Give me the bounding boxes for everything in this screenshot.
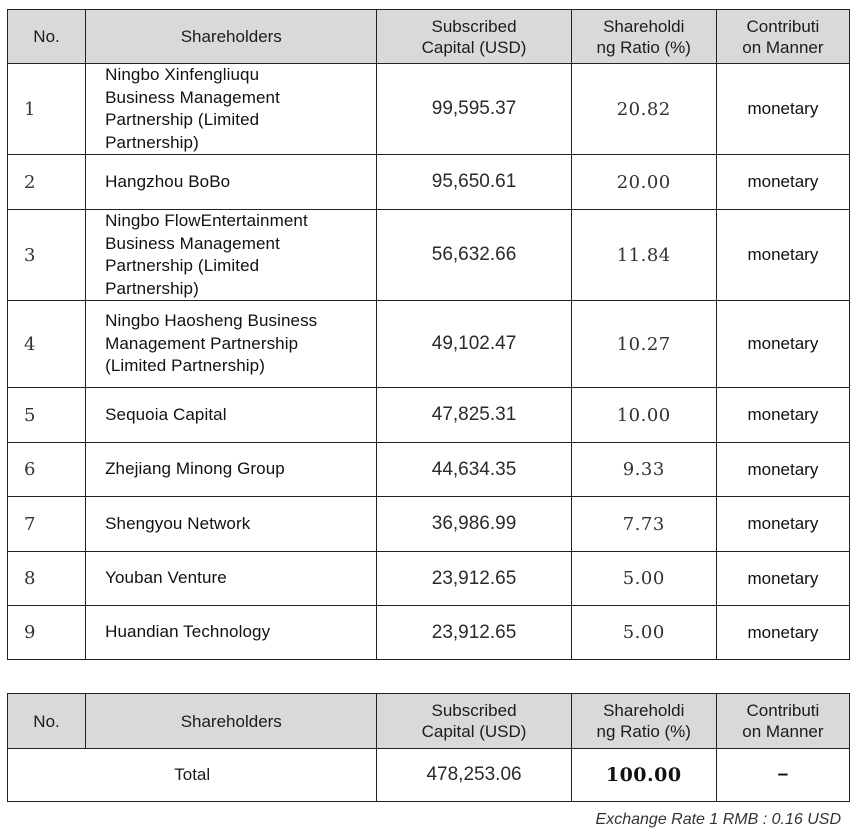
header-manner: Contributi on Manner: [716, 10, 849, 64]
row-ratio: 20.00: [571, 155, 716, 210]
row-manner: monetary: [716, 301, 849, 388]
row-capital: 23,912.65: [377, 552, 571, 606]
total-ratio: 100.00: [571, 749, 716, 802]
row-manner: monetary: [716, 155, 849, 210]
row-ratio: 11.84: [571, 210, 716, 301]
row-no: 3: [8, 210, 86, 301]
table-row: [8, 606, 850, 660]
row-manner: monetary: [716, 552, 849, 606]
row-capital: 49,102.47: [377, 301, 571, 388]
row-no: 4: [8, 301, 86, 388]
row-capital: 36,986.99: [377, 497, 571, 552]
row-manner: monetary: [716, 210, 849, 301]
row-ratio: 10.27: [571, 301, 716, 388]
row-shareholder: Zhejiang Minong Group: [86, 443, 377, 497]
row-capital: 56,632.66: [377, 210, 571, 301]
header-no: No.: [8, 694, 86, 749]
header-manner: Contributi on Manner: [716, 694, 849, 749]
row-manner: monetary: [716, 64, 849, 155]
table-row: [8, 388, 850, 443]
row-no: 1: [8, 64, 86, 155]
row-no: 7: [8, 497, 86, 552]
row-no: 9: [8, 606, 86, 660]
row-capital: 95,650.61: [377, 155, 571, 210]
row-manner: monetary: [716, 497, 849, 552]
row-ratio: 10.00: [571, 388, 716, 443]
total-capital: 478,253.06: [377, 749, 571, 802]
header-capital: Subscribed Capital (USD): [377, 10, 571, 64]
header-row: [8, 10, 850, 64]
total-header-row: [8, 694, 850, 749]
row-shareholder: Huandian Technology: [86, 606, 377, 660]
row-manner: monetary: [716, 606, 849, 660]
row-ratio: 5.00: [571, 606, 716, 660]
shareholder-table: [7, 9, 850, 660]
row-no: 2: [8, 155, 86, 210]
row-ratio: 20.82: [571, 64, 716, 155]
header-ratio: Shareholdi ng Ratio (%): [571, 694, 716, 749]
header-shareholders: Shareholders: [86, 10, 377, 64]
table-row: [8, 552, 850, 606]
row-shareholder: Hangzhou BoBo: [86, 155, 377, 210]
row-manner: monetary: [716, 388, 849, 443]
table-row: [8, 155, 850, 210]
total-label: Total: [8, 749, 377, 802]
row-shareholder: Ningbo Haosheng Business Management Partnership (Limited Partnership): [86, 301, 377, 388]
header-ratio: Shareholdi ng Ratio (%): [571, 10, 716, 64]
row-capital: 23,912.65: [377, 606, 571, 660]
row-manner: monetary: [716, 443, 849, 497]
row-shareholder: Shengyou Network: [86, 497, 377, 552]
row-shareholder: Ningbo Xinfengliuqu Business Management Partnership (Limited Partnership): [86, 64, 377, 155]
row-no: 5: [8, 388, 86, 443]
table-row: [8, 210, 850, 301]
row-shareholder: Ningbo FlowEntertainment Business Management Partnership (Limited Partnership): [86, 210, 377, 301]
table-row: [8, 301, 850, 388]
row-no: 6: [8, 443, 86, 497]
row-capital: 99,595.37: [377, 64, 571, 155]
header-capital: Subscribed Capital (USD): [377, 694, 571, 749]
total-table: [7, 693, 850, 802]
row-ratio: 7.73: [571, 497, 716, 552]
row-capital: 47,825.31: [377, 388, 571, 443]
exchange-rate-note: Exchange Rate 1 RMB : 0.16 USD: [595, 811, 841, 828]
row-shareholder: Youban Venture: [86, 552, 377, 606]
total-row: [8, 749, 850, 802]
row-ratio: 5.00: [571, 552, 716, 606]
row-ratio: 9.33: [571, 443, 716, 497]
table-row: [8, 64, 850, 155]
total-manner: –: [716, 749, 849, 802]
row-shareholder: Sequoia Capital: [86, 388, 377, 443]
header-shareholders: Shareholders: [86, 694, 377, 749]
table-row: [8, 497, 850, 552]
row-capital: 44,634.35: [377, 443, 571, 497]
table-row: [8, 443, 850, 497]
row-no: 8: [8, 552, 86, 606]
header-no: No.: [8, 10, 86, 64]
